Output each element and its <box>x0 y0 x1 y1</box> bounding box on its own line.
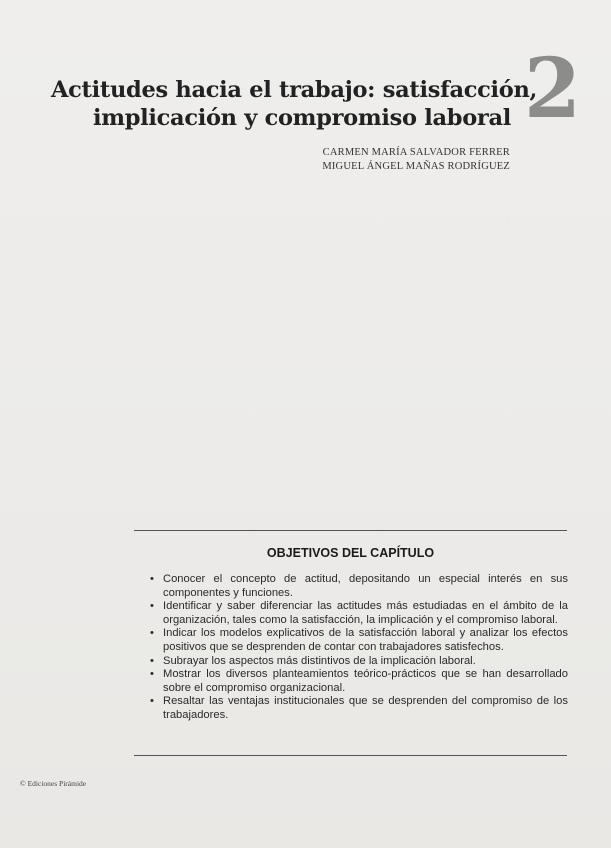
objective-text: Subrayar los aspectos más distintivos de la implicación laboral. <box>163 654 476 667</box>
chapter-title-line-1: Actitudes hacia el trabajo: satisfacción, <box>51 77 538 103</box>
bullet-icon: • <box>150 695 154 708</box>
objective-text: Indicar los modelos explicativos de la satisfacción laboral y analizar los efectos positivos que se desprenden de contar con trabajadores satisfechos. <box>163 627 568 653</box>
publisher-copyright: © Ediciones Pirámide <box>20 779 87 788</box>
objective-text: Identificar y saber diferenciar las actitudes más estudiadas en el ámbito de la organización, tales como la satisfacción, la implicación y el compromiso laboral. <box>163 600 568 626</box>
objective-item <box>150 627 568 654</box>
objective-text: Resaltar las ventajas institucionales que se desprenden del compromiso de los trabajadores. <box>163 695 568 721</box>
objectives-bottom-divider <box>134 755 567 756</box>
chapter-authors <box>322 146 510 174</box>
objective-item <box>150 695 568 722</box>
objective-item <box>150 600 568 627</box>
bullet-icon: • <box>150 573 154 585</box>
author-1: CARMEN MARÍA SALVADOR FERRER <box>322 147 510 158</box>
bullet-icon: • <box>150 600 154 613</box>
objective-item <box>150 655 568 669</box>
objectives-heading: OBJETIVOS DEL CAPÍTULO <box>266 546 435 560</box>
objective-item <box>150 573 568 600</box>
bullet-icon: • <box>150 627 154 640</box>
chapter-number: 2 <box>524 41 582 137</box>
author-2: MIGUEL ÁNGEL MAÑAS RODRÍGUEZ <box>322 161 510 172</box>
chapter-title <box>51 76 538 132</box>
objective-text: Conocer el concepto de actitud, depositando un especial interés en sus componentes y funciones. <box>163 573 568 599</box>
bullet-icon: • <box>150 654 154 667</box>
bullet-icon: • <box>150 668 154 681</box>
objectives-list <box>150 573 568 723</box>
chapter-title-line-2: implicación y compromiso laboral <box>92 105 511 131</box>
objective-text: Mostrar los diversos planteamientos teórico-prácticos que se han desarrollado sobre el compromiso organizacional. <box>163 668 568 694</box>
objectives-top-divider <box>134 530 567 531</box>
objective-item <box>150 668 568 695</box>
